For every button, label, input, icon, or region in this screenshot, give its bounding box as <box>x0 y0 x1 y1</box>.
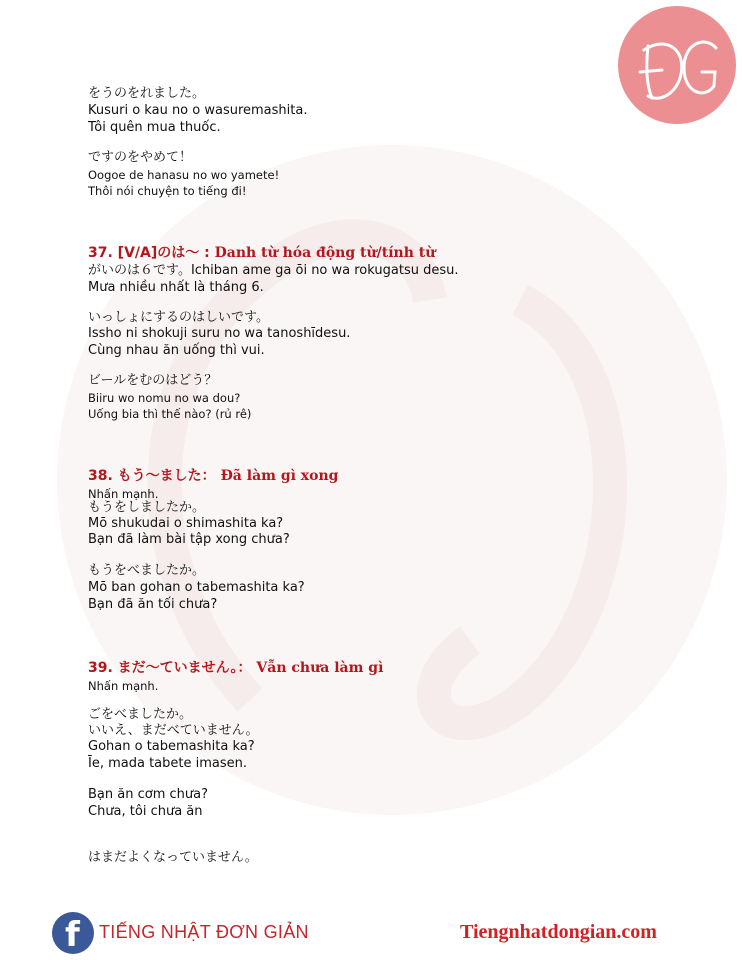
text-line: がいのは６です。Ichiban ame ga ōi no wa rokugatsu desu. <box>88 263 459 278</box>
text-line: はまだよくなっていません。 <box>88 850 258 865</box>
section-heading-38 <box>88 468 338 484</box>
text-line: Mưa nhiều nhất là tháng 6. <box>88 280 264 295</box>
text-line: いいえ、まだべていません。 <box>88 723 259 738</box>
text-line: Bạn đã làm bài tập xong chưa? <box>88 532 290 547</box>
text-line: もうをべましたか。 <box>88 563 206 578</box>
text-line: Thôi nói chuyện to tiếng đi! <box>88 184 247 198</box>
text-line: Tôi quên mua thuốc. <box>88 120 221 135</box>
heading-title: Vẫn chưa làm gì <box>256 660 384 676</box>
heading-number: 38. もう～ました： <box>88 468 221 484</box>
heading-title: Danh từ hóa động từ/tính từ <box>214 245 436 261</box>
text-line: いっしょにするのはしいです。 <box>88 310 269 325</box>
text-line: Kusuri o kau no o wasuremashita. <box>88 103 308 118</box>
footer-website-link[interactable]: Tiengnhatdongian.com <box>460 921 657 943</box>
heading-number: 37. [V/A]のは～ : <box>88 245 215 261</box>
footer-brand[interactable]: TIẾNG NHẬT ĐƠN GIẢN <box>99 922 309 942</box>
text-line: Uống bia thì thế nào? (rủ rê) <box>88 407 252 421</box>
text-line: Chưa, tôi chưa ăn <box>88 804 203 819</box>
dg-logo-icon <box>618 6 736 124</box>
facebook-icon[interactable] <box>52 912 94 954</box>
text-line: Oogoe de hanasu no wo yamete! <box>88 168 280 182</box>
text-line: もうをしましたか。 <box>88 500 206 515</box>
text-line: Mō shukudai o shimashita ka? <box>88 516 284 531</box>
text-line: Issho ni shokuji suru no wa tanoshīdesu. <box>88 326 351 341</box>
text-line: Gohan o tabemashita ka? <box>88 739 255 754</box>
text-line: Biiru wo nomu no wa dou? <box>88 391 241 405</box>
text-line: Īe, mada tabete imasen. <box>88 756 248 771</box>
text-line: ビールをむのはどう？ <box>88 373 218 388</box>
text-line: Cùng nhau ăn uống thì vui. <box>88 343 265 358</box>
text-line: Bạn đã ăn tối chưa? <box>88 597 218 612</box>
heading-title: Đã làm gì xong <box>220 468 339 484</box>
heading-number: 39. まだ～ていません。： <box>88 660 257 676</box>
facebook-letter: f <box>65 915 80 955</box>
text-line: Nhấn mạnh. <box>88 679 159 693</box>
text-line: Bạn ăn cơm chưa? <box>88 787 208 802</box>
section-heading-37 <box>88 245 435 261</box>
text-line: ですのをやめて！ <box>88 150 193 165</box>
text-line: Nhấn mạnh. <box>88 487 159 501</box>
text-line: をうのをれました。 <box>88 86 206 101</box>
text-line: Mō ban gohan o tabemashita ka? <box>88 580 305 595</box>
text-line: ごをべましたか。 <box>88 707 193 722</box>
brand-logo <box>618 6 736 124</box>
section-heading-39 <box>88 660 383 676</box>
